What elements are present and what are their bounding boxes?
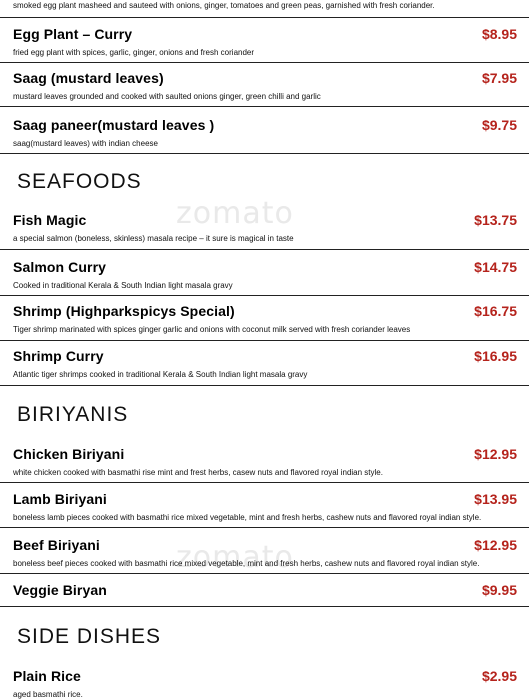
item-name: Egg Plant – Curry (13, 26, 133, 42)
item-price: $14.75 (474, 259, 517, 275)
menu-item (0, 70, 529, 107)
item-name: Chicken Biriyani (13, 446, 125, 462)
item-price: $16.95 (474, 348, 517, 364)
item-description: a special salmon (boneless, skinless) masala recipe – it sure is magical in taste (13, 234, 294, 243)
item-price: $13.75 (474, 212, 517, 228)
item-price: $2.95 (481, 668, 517, 684)
section-title-seafoods: SEAFOODS (17, 170, 142, 193)
item-name: Plain Rice (13, 668, 81, 684)
section-title-biriyanis: BIRIYANIS (17, 403, 129, 426)
item-name: Saag (mustard leaves) (13, 70, 164, 86)
item-name: Shrimp (Highparkspicys Special) (13, 303, 235, 319)
item-description: smoked egg plant masheed and sauteed with onions, ginger, tomatoes and green peas, garnished with fresh coriander. (13, 1, 435, 10)
item-description: aged basmathi rice. (13, 690, 83, 699)
item-name: Salmon Curry (13, 259, 106, 275)
menu-item (0, 668, 529, 700)
item-price: $12.95 (474, 537, 517, 553)
item-price: $7.95 (481, 70, 517, 86)
item-price: $8.95 (481, 26, 517, 42)
divider (0, 17, 529, 18)
item-description: Tiger shrimp marinated with spices ginger garlic and onions with coconut milk served with fresh coriander leaves (13, 325, 411, 334)
menu-item (0, 259, 529, 296)
watermark: zomato (176, 196, 294, 231)
menu-item (0, 348, 529, 386)
item-description: Cooked in traditional Kerala & South Indian light masala gravy (13, 281, 233, 290)
item-name: Shrimp Curry (13, 348, 104, 364)
item-description: white chicken cooked with basmathi rise mint and frest herbs, casew nuts and flavored royal indian style. (13, 468, 383, 477)
menu-item (0, 537, 529, 574)
item-price: $16.75 (474, 303, 517, 319)
item-description: boneless lamb pieces cooked with basmathi rice mixed vegetable, mint and fresh herbs, cashew nuts and flavored royal indian style. (13, 513, 482, 522)
item-name: Saag paneer(mustard leaves ) (13, 117, 215, 133)
item-price: $9.95 (481, 582, 517, 598)
menu-item (0, 446, 529, 483)
menu-item (0, 303, 529, 341)
item-description: saag(mustard leaves) with indian cheese (13, 139, 158, 148)
item-name: Beef Biriyani (13, 537, 100, 553)
menu-item (0, 26, 529, 63)
item-description: Atlantic tiger shrimps cooked in traditional Kerala & South Indian light masala gravy (13, 370, 308, 379)
item-price: $13.95 (474, 491, 517, 507)
menu-item (0, 117, 529, 154)
item-description: fried egg plant with spices, garlic, ginger, onions and fresh coriander (13, 48, 255, 57)
item-price: $12.95 (474, 446, 517, 462)
item-name: Fish Magic (13, 212, 87, 228)
menu-item (0, 582, 529, 607)
menu-item (0, 491, 529, 528)
item-name: Veggie Biryan (13, 582, 107, 598)
item-description: mustard leaves grounded and cooked with saulted onions ginger, green chilli and garlic (13, 92, 321, 101)
item-price: $9.75 (481, 117, 517, 133)
section-title-side-dishes: SIDE DISHES (17, 625, 162, 648)
item-description: boneless beef pieces cooked with basmathi rice mixed vegetable, mint and fresh herbs, cashew nuts and flavored royal indian style. (13, 559, 480, 568)
menu-item (0, 212, 529, 250)
watermark: zomato (176, 540, 294, 575)
item-name: Lamb Biriyani (13, 491, 107, 507)
